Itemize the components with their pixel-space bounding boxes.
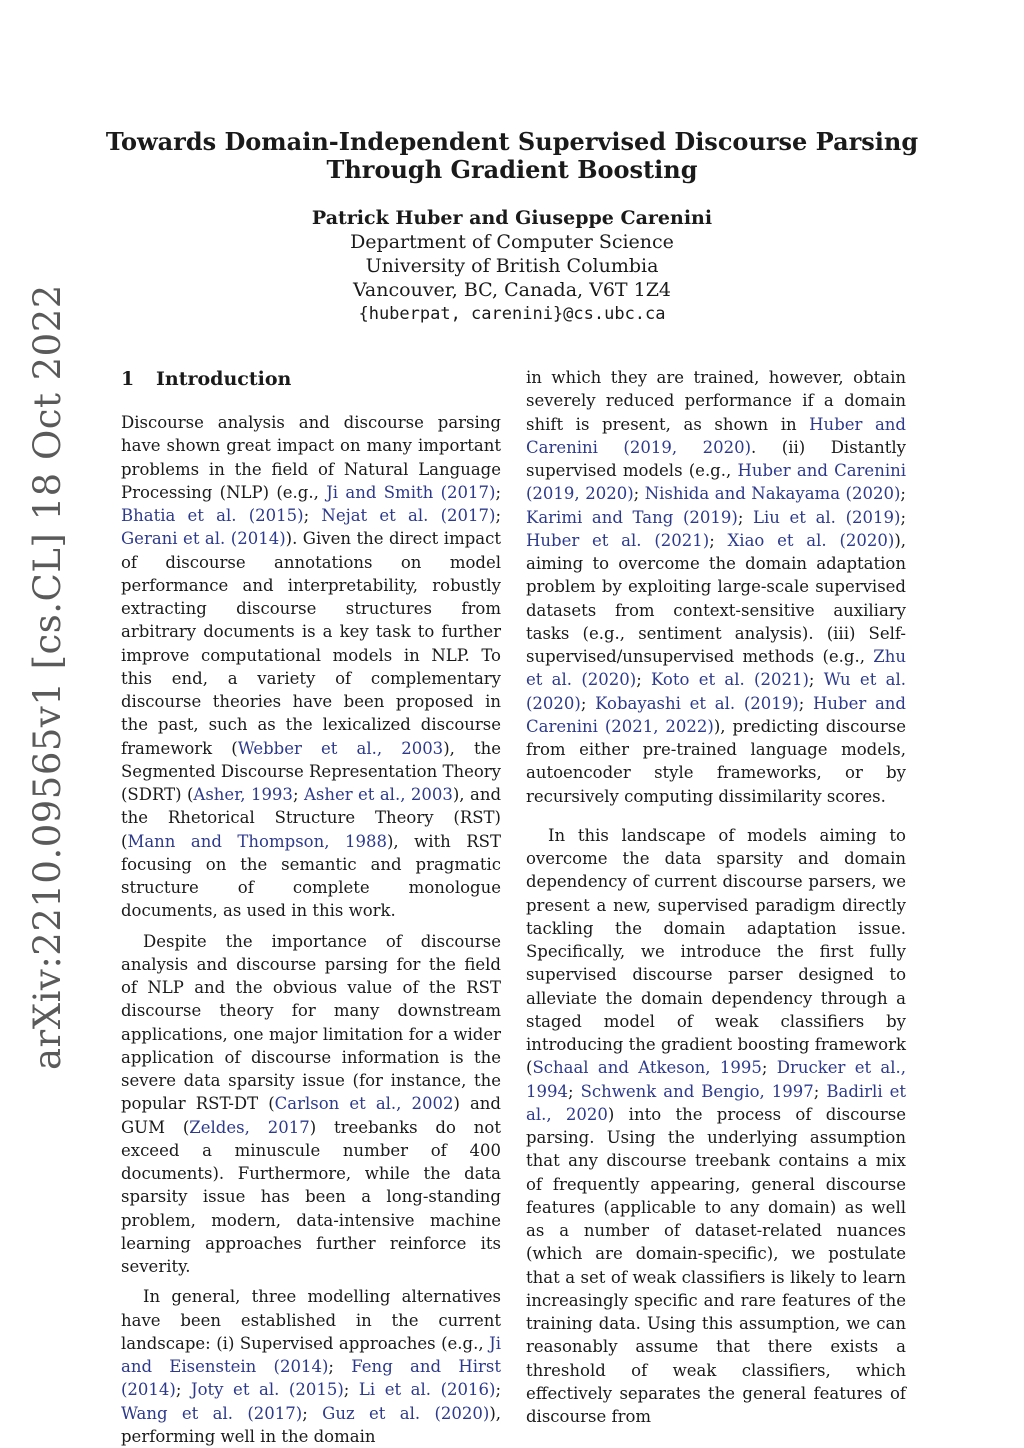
paragraph-text: ; bbox=[798, 693, 814, 713]
paragraph-text: ; bbox=[292, 785, 304, 804]
paragraph-text: ; bbox=[709, 530, 728, 550]
title-line-1: Towards Domain-Independent Supervised Discourse Parsing bbox=[105, 127, 919, 156]
paragraph-text: ; bbox=[568, 1081, 581, 1101]
paragraph-text: ; bbox=[761, 1058, 777, 1078]
paragraph-text: ; bbox=[495, 1380, 502, 1400]
citation-link[interactable]: Asher et al., 2003 bbox=[303, 785, 453, 804]
paper-title bbox=[0, 128, 1024, 184]
paragraph-text: ; bbox=[328, 1357, 352, 1376]
author-names: Patrick Huber and Giuseppe Carenini bbox=[311, 207, 713, 229]
paragraph-text: Discourse analysis and discourse parsing have shown great impact on many important problems in the field of Natural Language Processing (NLP) (e.g., bbox=[121, 413, 501, 502]
paragraph-text: In this landscape of models aiming to overcome the data sparsity and domain dependency of current discourse parsers, we present a new, supervised paradigm directly tackling the domain adaptation issue. Specifically, we introduce the first fully supervised discourse parser designed to alleviate the domain dependency through a staged model of weak classifiers by introducing the gradient boosting framework ( bbox=[526, 825, 906, 1078]
citation-link[interactable]: Schwenk and Bengio, 1997 bbox=[580, 1081, 814, 1101]
citation-link[interactable]: Mann and Thompson, 1988 bbox=[127, 831, 387, 851]
paragraph-text: ), predicting discourse from either pre-trained language models, autoencoder style frameworks, or by recursively computing dissimilarity scores. bbox=[526, 716, 906, 806]
citation-link[interactable]: Nishida and Nakayama (2020) bbox=[644, 484, 901, 504]
paragraph-text: ). Given the direct impact of discourse annotations on model performance and interpretability, robustly extracting discourse structures from arbitrary documents is a key task to further improve computational models in NLP. To this end, a variety of complementary discourse theories have been proposed in the past, such as the lexicalized discourse framework ( bbox=[121, 529, 501, 758]
section-number: 1 bbox=[121, 368, 135, 390]
citation-link[interactable]: Huber and Carenini (2019, 2020) bbox=[526, 461, 906, 504]
paragraph-text: ; bbox=[633, 484, 645, 504]
paragraph-text: ), performing well in the domain bbox=[121, 1403, 502, 1446]
paragraph-text: ; bbox=[303, 506, 322, 525]
citation-link[interactable]: Asher, 1993 bbox=[193, 785, 293, 804]
citation-link[interactable]: Wang et al. (2017) bbox=[121, 1403, 303, 1423]
citation-link[interactable]: Li et al. (2016) bbox=[358, 1380, 496, 1400]
paragraph-text: ; bbox=[343, 1380, 359, 1400]
paragraph bbox=[526, 824, 906, 1429]
citation-link[interactable]: Kobayashi et al. (2019) bbox=[595, 693, 799, 713]
affiliation-department: Department of Computer Science bbox=[350, 231, 674, 253]
affiliation-university: University of British Columbia bbox=[365, 255, 659, 277]
citation-link[interactable]: Ji and Eisenstein (2014) bbox=[121, 1333, 501, 1376]
left-column bbox=[121, 366, 501, 1448]
citation-link[interactable]: Zeldes, 2017 bbox=[189, 1117, 310, 1137]
paragraph-text: . (ii) Distantly supervised models (e.g., bbox=[526, 437, 906, 480]
affiliation-address: Vancouver, BC, Canada, V6T 1Z4 bbox=[352, 279, 672, 301]
citation-link[interactable]: Joty et al. (2015) bbox=[191, 1380, 344, 1400]
citation-link[interactable]: Koto et al. (2021) bbox=[651, 670, 809, 690]
paragraph-text: ) into the process of discourse parsing. Using the underlying assumption that any discourse treebank contains a mix of frequently appearing, general discourse features (applicable to any domain) as well as a number of dataset-related nuances (which are domain-specific), we postulate that a set of weak classifiers is likely to learn increasingly specific and rare features of the training data. Using this assumption, we can reasonably assume that there exists a threshold of weak classifiers, which effectively separates the general features of discourse from bbox=[526, 1104, 907, 1426]
citation-link[interactable]: Bhatia et al. (2015) bbox=[121, 506, 304, 525]
paragraph-text: ; bbox=[900, 484, 906, 504]
paragraph-text: ; bbox=[302, 1403, 323, 1423]
author-block bbox=[0, 206, 1024, 326]
citation-link[interactable]: Huber and Carenini (2019, 2020) bbox=[526, 414, 906, 457]
paragraph-text: ; bbox=[636, 670, 652, 690]
citation-link[interactable]: Drucker et al., 1994 bbox=[526, 1058, 907, 1101]
paragraph-text: ; bbox=[495, 506, 501, 525]
arxiv-identifier: arXiv:2210.09565v1 [cs.CL] 18 Oct 2022 bbox=[26, 284, 69, 1070]
paragraph-text: ; bbox=[737, 507, 754, 527]
citation-link[interactable]: Carlson et al., 2002 bbox=[274, 1094, 454, 1114]
paragraph bbox=[121, 1285, 501, 1448]
paragraph-text: Despite the importance of discourse analysis and discourse parsing for the field of NLP and the obvious value of the RST discourse theory for many downstream applications, one major limitation for a wider application of discourse information is the severe data sparsity issue (for instance, the popular RST-DT ( bbox=[121, 931, 501, 1114]
title-line-2: Through Gradient Boosting bbox=[326, 155, 698, 184]
citation-link[interactable]: Feng and Hirst (2014) bbox=[121, 1357, 501, 1400]
citation-link[interactable]: Schaal and Atkeson, 1995 bbox=[532, 1058, 762, 1078]
paragraph-text: in which they are trained, however, obtain severely reduced performance if a domain shift is present, as shown in bbox=[526, 368, 906, 434]
citation-link[interactable]: Zhu et al. (2020) bbox=[526, 647, 906, 690]
section-heading bbox=[121, 366, 501, 392]
section-title: Introduction bbox=[156, 368, 292, 390]
paragraph bbox=[121, 930, 501, 1279]
paragraph-text: ; bbox=[175, 1380, 191, 1400]
citation-link[interactable]: Huber and Carenini (2021, 2022) bbox=[526, 693, 906, 736]
paragraph-text: ; bbox=[813, 1081, 827, 1101]
citation-link[interactable]: Guz et al. (2020) bbox=[322, 1403, 490, 1423]
paragraph-text: ; bbox=[808, 670, 824, 690]
citation-link[interactable]: Liu et al. (2019) bbox=[753, 507, 901, 527]
citation-link[interactable]: Karimi and Tang (2019) bbox=[526, 507, 738, 527]
paragraph bbox=[121, 411, 501, 923]
paragraph-text: ), aiming to overcome the domain adaptation problem by exploiting large-scale supervised datasets from context-sensitive auxiliary tasks (e.g., sentiment analysis). (iii) Self-supervised/unsupervised methods (e.g., bbox=[526, 530, 906, 666]
citation-link[interactable]: Huber et al. (2021) bbox=[526, 530, 710, 550]
citation-link[interactable]: Badirli et al., 2020 bbox=[526, 1081, 906, 1124]
paragraph-text: ), the Segmented Discourse Representation Theory (SDRT) ( bbox=[121, 738, 501, 804]
citation-link[interactable]: Ji and Smith (2017) bbox=[326, 482, 496, 502]
citation-link[interactable]: Gerani et al. (2014) bbox=[121, 529, 286, 549]
paragraph-text: ) treebanks do not exceed a minuscule number of 400 documents). Furthermore, while the data sparsity issue has been a long-standing problem, modern, data-intensive machine learning approaches further reinforce its severity. bbox=[121, 1117, 501, 1276]
paragraph-text: In general, three modelling alternatives have been established in the current landscape: (i) Supervised approaches (e.g., bbox=[121, 1287, 501, 1353]
author-email: {huberpat, carenini}@cs.ubc.ca bbox=[358, 304, 666, 324]
paragraph-text: ; bbox=[495, 482, 501, 502]
paragraph-text: ; bbox=[900, 507, 906, 527]
paragraph-text: ) and GUM ( bbox=[121, 1094, 501, 1137]
citation-link[interactable]: Webber et al., 2003 bbox=[237, 738, 444, 758]
paragraph-text: ; bbox=[580, 693, 596, 713]
paragraph-text: ), and the Rhetorical Structure Theory (RST) ( bbox=[121, 785, 502, 851]
paragraph-text: ), with RST focusing on the semantic and pragmatic structure of complete monologue documents, as used in this work. bbox=[121, 831, 501, 921]
paragraph bbox=[526, 366, 906, 808]
citation-link[interactable]: Xiao et al. (2020) bbox=[727, 530, 895, 550]
citation-link[interactable]: Nejat et al. (2017) bbox=[321, 506, 496, 525]
right-column bbox=[526, 366, 906, 1428]
citation-link[interactable]: Wu et al. (2020) bbox=[526, 670, 906, 713]
